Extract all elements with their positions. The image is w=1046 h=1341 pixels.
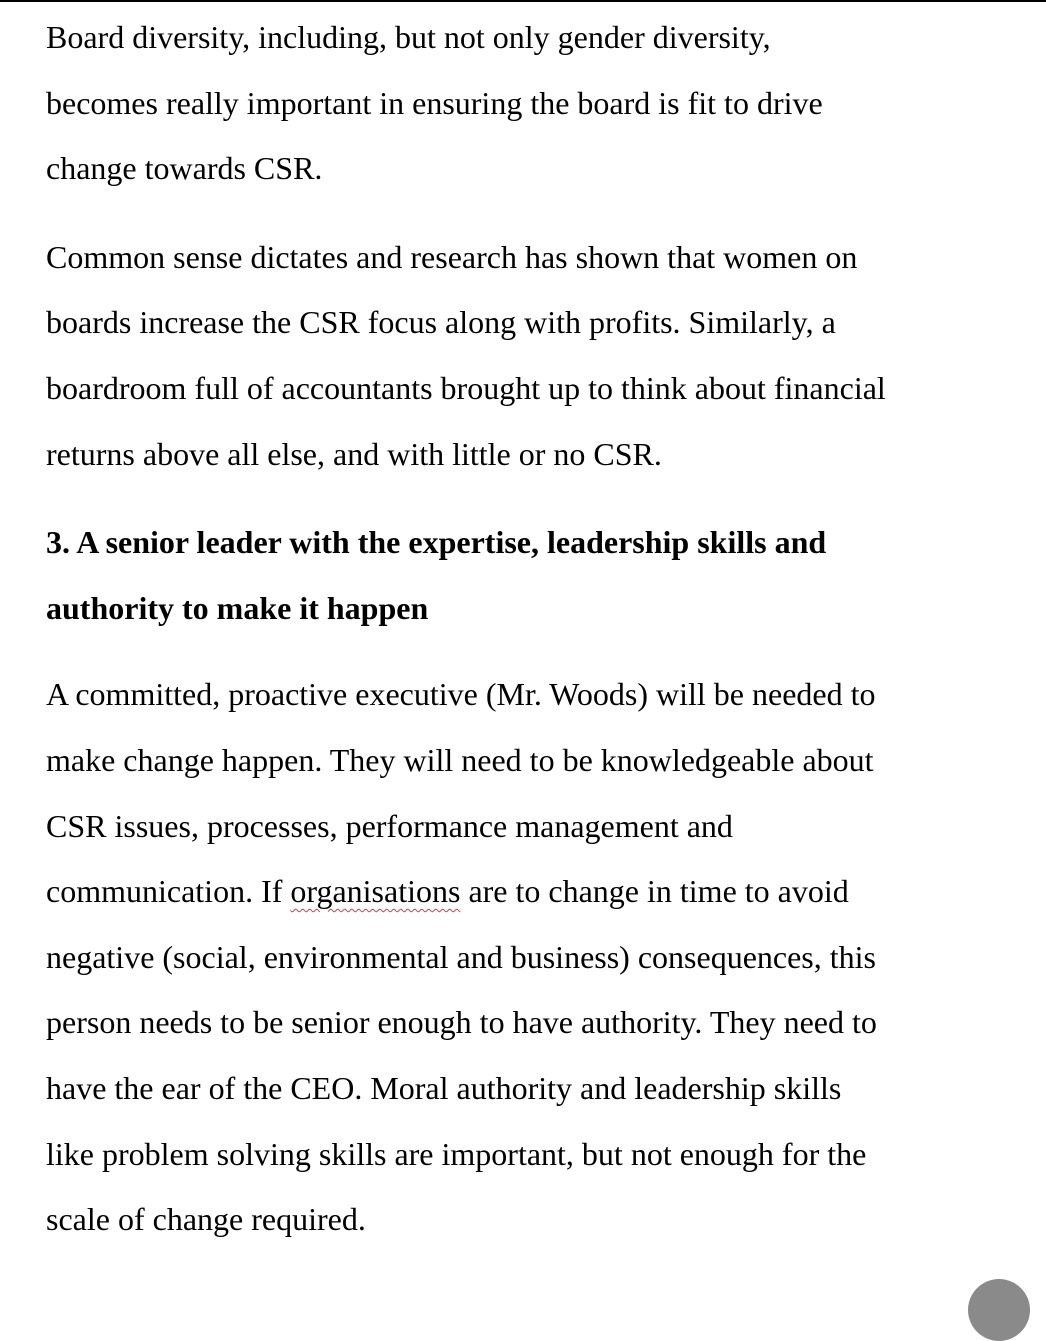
paragraph-board-diversity [46,5,986,202]
text-segment: communication. If [46,873,291,910]
text-line: make change happen. They will need to be knowledgeable about [46,741,874,778]
paragraph-committed-executive [46,662,986,1252]
heading-line: 3. A senior leader with the expertise, leadership skills and [46,524,827,561]
text-line: Common sense dictates and research has shown that women on [46,238,858,275]
scroll-handle[interactable] [968,1279,1030,1341]
text-line [46,859,986,925]
text-line: returns above all else, and with little or no CSR. [46,435,662,472]
text-line: like problem solving skills are important, but not enough for the [46,1135,867,1172]
document-page [46,5,986,1253]
text-line: scale of change required. [46,1201,366,1238]
text-line: CSR issues, processes, performance management and [46,807,733,844]
section-heading-senior-leader [46,510,986,641]
text-line: change towards CSR. [46,150,323,187]
text-line: Board diversity, including, but not only gender diversity, [46,19,771,55]
top-border [0,0,1046,2]
text-line: boardroom full of accountants brought up to think about financial [46,369,886,406]
text-segment: are to change in time to avoid [460,873,849,910]
spellcheck-flagged-word[interactable]: organisations [290,873,461,910]
paragraph-common-sense [46,225,986,487]
text-line: becomes really important in ensuring the board is fit to drive [46,84,823,121]
text-line: have the ear of the CEO. Moral authority and leadership skills [46,1069,842,1106]
text-line: person needs to be senior enough to have authority. They need to [46,1004,877,1041]
text-line: boards increase the CSR focus along with profits. Similarly, a [46,304,836,341]
text-line: negative (social, environmental and business) consequences, this [46,938,876,975]
text-line: A committed, proactive executive (Mr. Woods) will be needed to [46,676,876,713]
heading-line: authority to make it happen [46,589,429,626]
